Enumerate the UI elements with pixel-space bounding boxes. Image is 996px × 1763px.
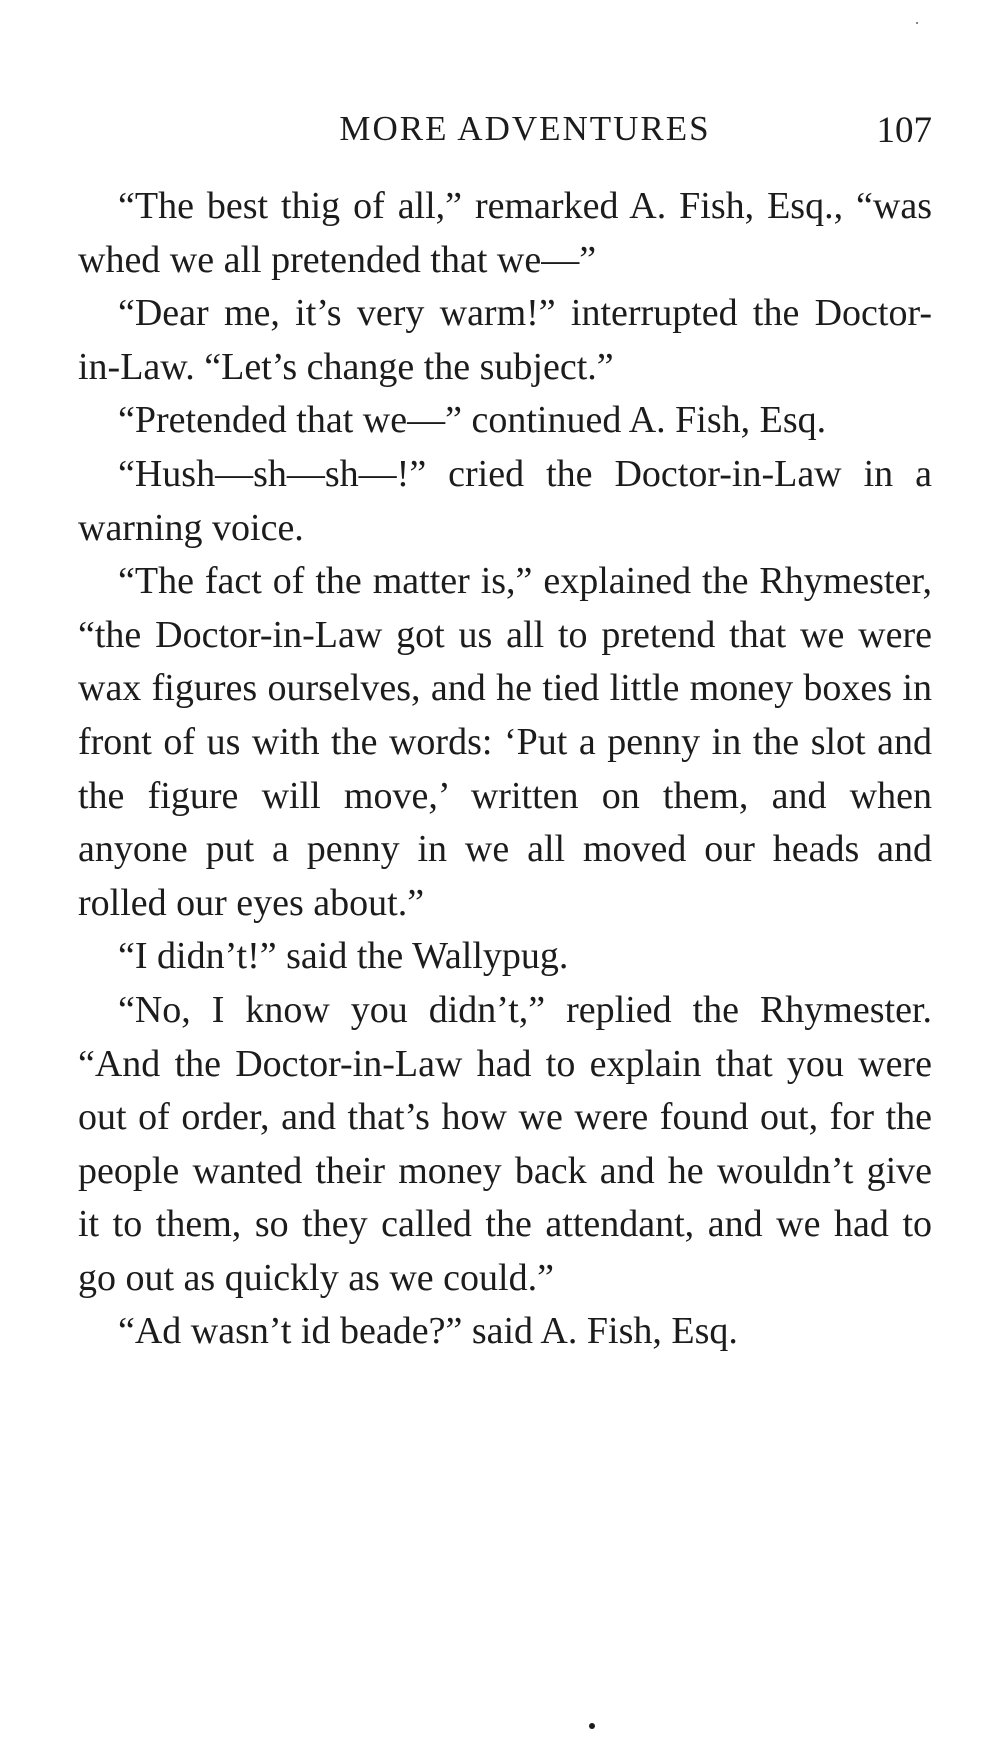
paragraph: “The best thig of all,” remarked A. Fish, Esq., “was whed we all pretended that we—” [78, 185, 932, 281]
paragraph: “The fact of the matter is,” explained the Rhymester, “the Doctor-in-Law got us all to pretend that we were wax figures ourselves, and he tied little money boxes in front of us with the words: ‘Put a penny in the slot and the figure will move,’ written on them, and when anyone put a penny in we all moved our heads and rolled our eyes about.” [78, 560, 932, 924]
ink-dot [589, 1723, 595, 1729]
paragraph: “Ad wasn’t id beade?” said A. Fish, Esq. [118, 1310, 738, 1353]
paragraph: “No, I know you didn’t,” replied the Rhymester. “And the Doctor-in-Law had to explain that you were out of order, and that’s how we were found out, for the people wanted their money back and he wouldn’t give it to them, so they called the attendant, and we had to go out as quickly as we could.” [78, 988, 932, 1299]
body-text [78, 180, 932, 1359]
paragraph: “Hush—sh—sh—!” cried the Doctor-in-Law in a warning voice. [78, 452, 932, 549]
paragraph: “Dear me, it’s very warm!” interrupted the Doctor-in-Law. “Let’s change the subject.” [78, 292, 932, 388]
paragraph: “I didn’t!” said the Wallypug. [118, 935, 569, 978]
running-head [78, 104, 932, 154]
running-title: MORE ADVENTURES [339, 109, 711, 148]
paragraph: “Pretended that we—” continued A. Fish, Esq. [118, 399, 827, 442]
paper-speck [916, 22, 918, 24]
page-number: 107 [876, 110, 932, 151]
